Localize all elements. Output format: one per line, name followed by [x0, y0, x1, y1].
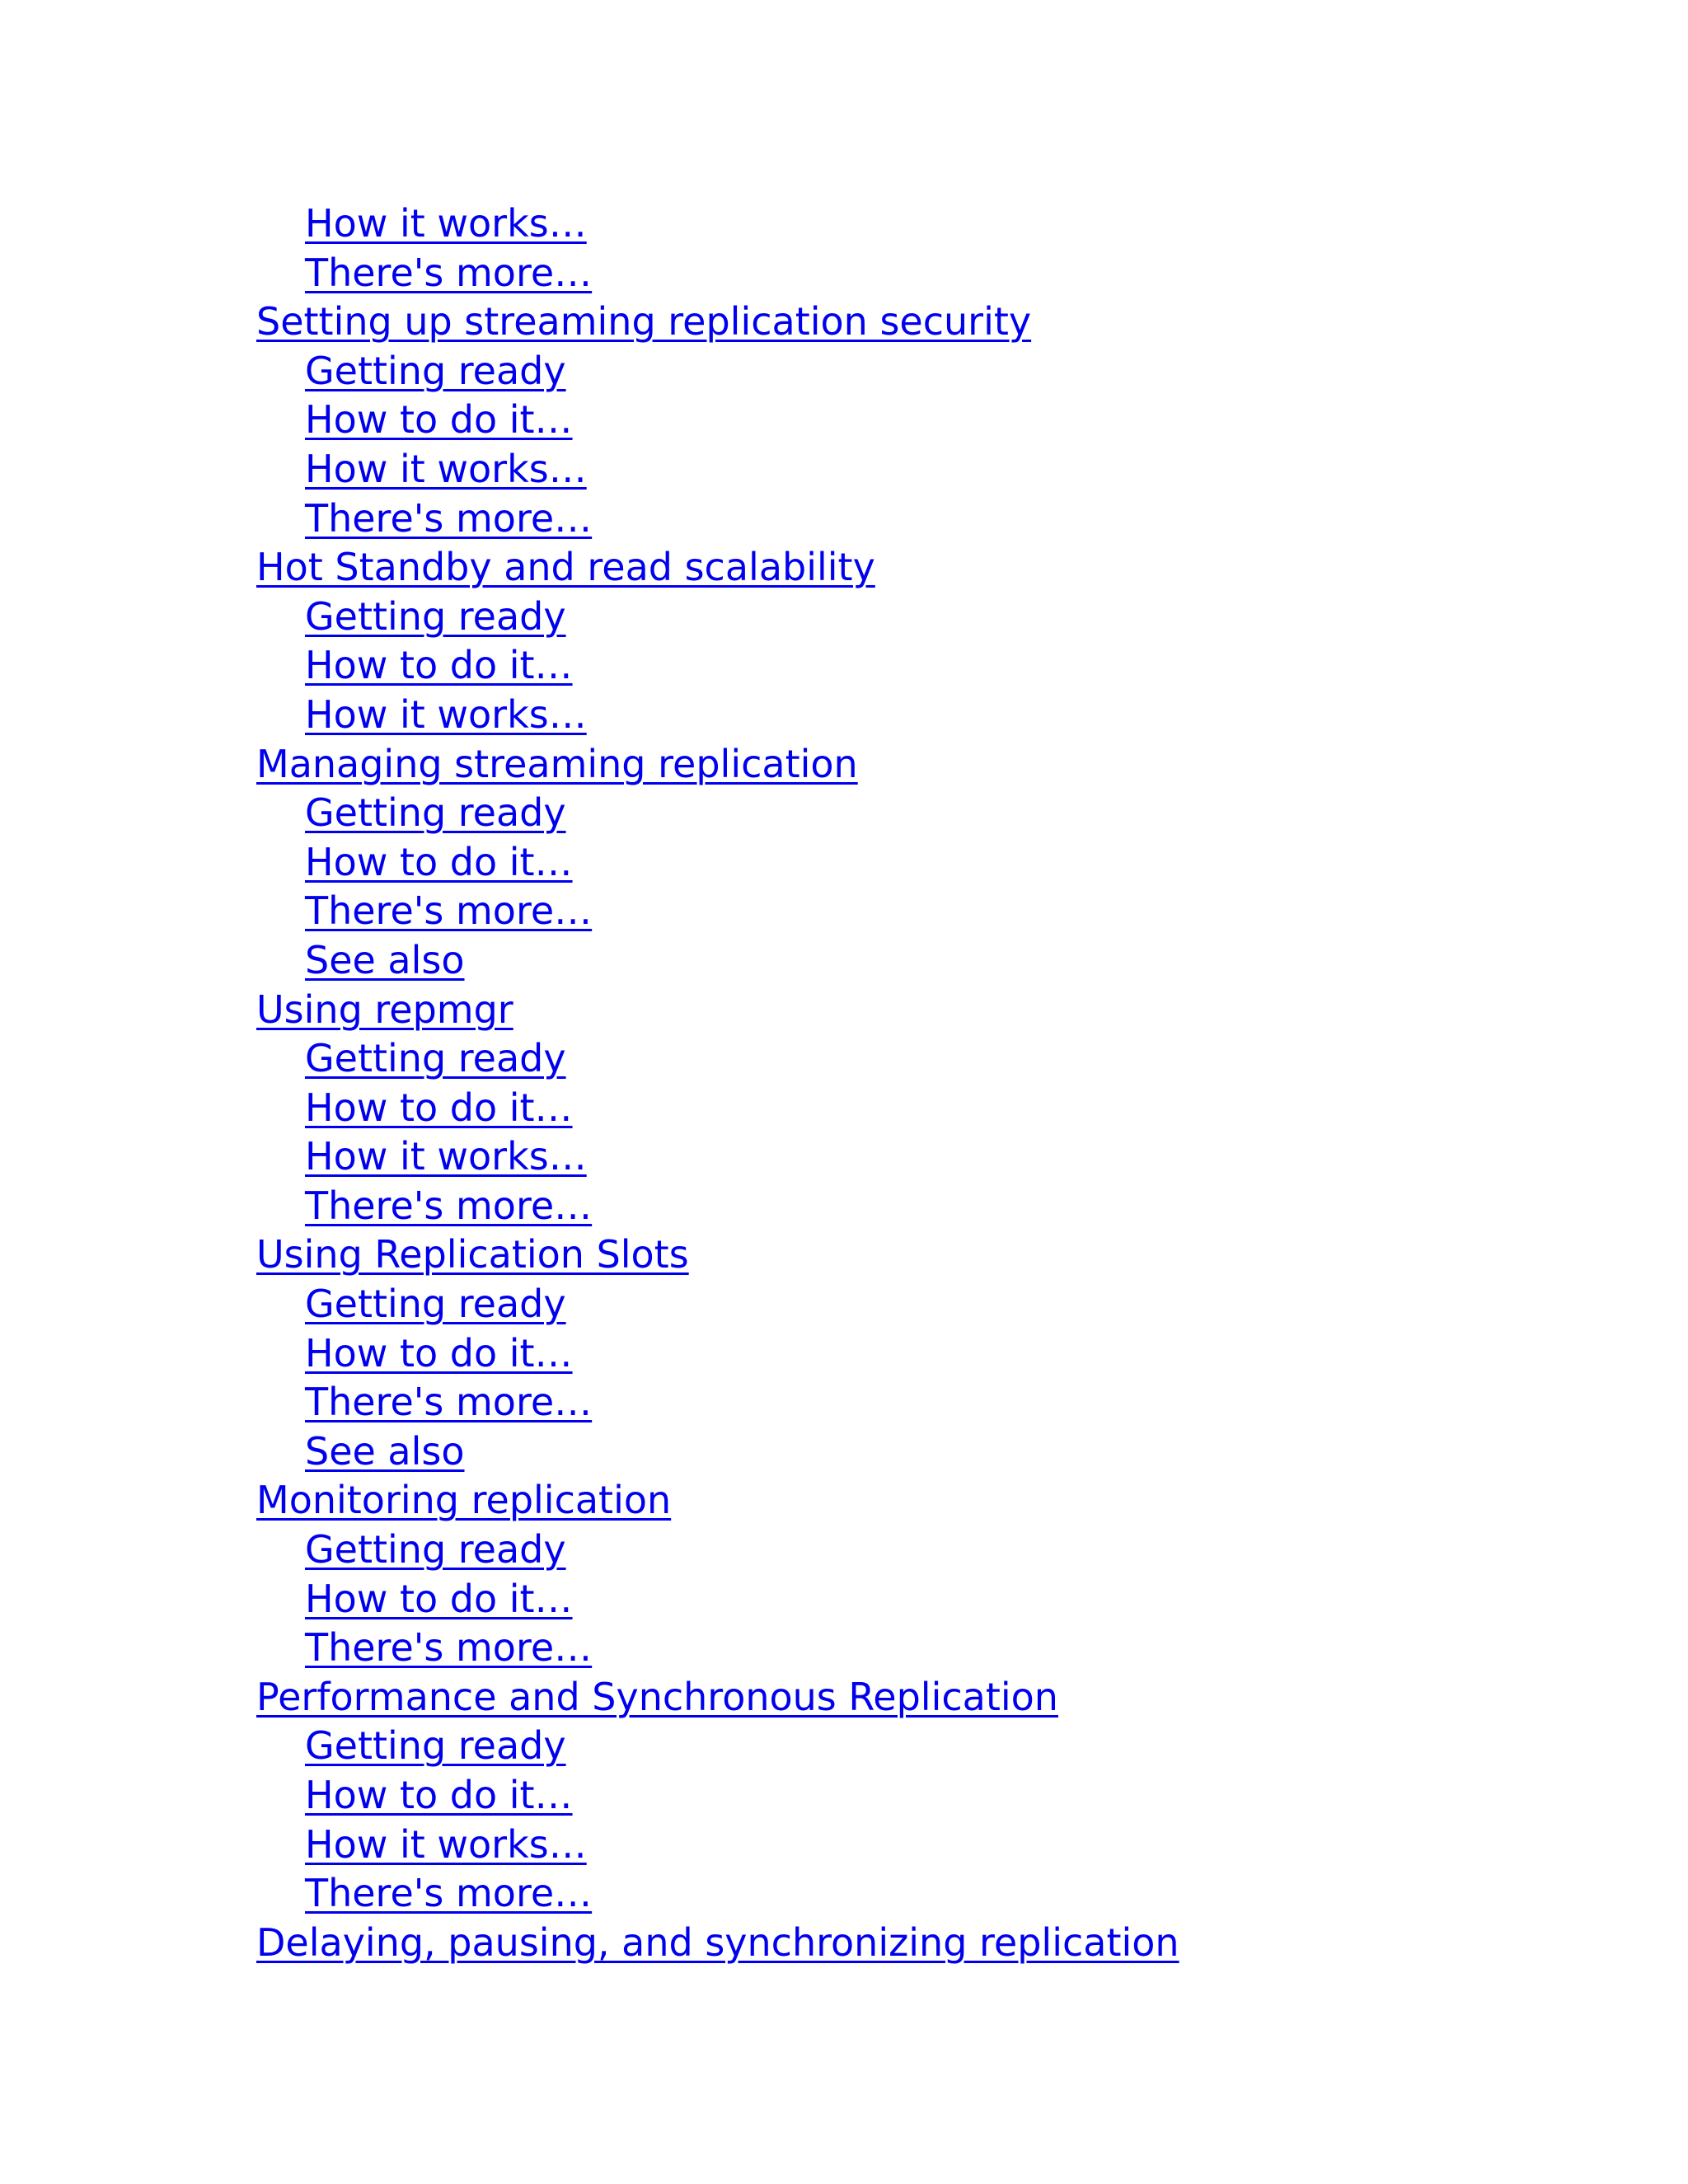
toc-subsection-link[interactable]: See also	[305, 937, 465, 982]
toc-subsection-link[interactable]: How to do it…	[305, 839, 573, 884]
toc-subsection-item	[256, 1427, 1179, 1477]
toc-subsection-link[interactable]: There's more…	[305, 1183, 593, 1228]
toc-subsection-link[interactable]: Getting ready	[305, 348, 566, 393]
toc-subsection-item	[256, 691, 1179, 740]
toc-subsection-link[interactable]: There's more…	[305, 888, 593, 934]
toc-subsection-link[interactable]: Getting ready	[305, 790, 566, 836]
toc-subsection-link[interactable]: Getting ready	[305, 1282, 566, 1327]
toc-subsection-link[interactable]: How it works…	[305, 1821, 587, 1867]
toc-section-item	[256, 1230, 1179, 1280]
toc-subsection-link[interactable]: See also	[305, 1428, 465, 1474]
toc-section-link[interactable]: Delaying, pausing, and synchronizing replication	[256, 1919, 1179, 1965]
toc-subsection-item	[256, 1575, 1179, 1624]
toc-subsection-item	[256, 1821, 1179, 1870]
toc-subsection-item	[256, 1624, 1179, 1673]
toc-subsection-link[interactable]: Getting ready	[305, 1036, 566, 1081]
toc-subsection-item	[256, 641, 1179, 691]
toc-subsection-link[interactable]: How to do it…	[305, 643, 573, 688]
toc-subsection-link[interactable]: How it works…	[305, 446, 587, 491]
toc-subsection-item	[256, 1132, 1179, 1182]
toc-subsection-item	[256, 347, 1179, 396]
toc-subsection-link[interactable]: There's more…	[305, 1625, 593, 1671]
toc-section-item	[256, 1919, 1179, 1968]
toc-subsection-link[interactable]: How it works…	[305, 1134, 587, 1179]
toc-subsection-link[interactable]: There's more…	[305, 250, 593, 295]
toc-subsection-item	[256, 887, 1179, 936]
toc-subsection-link[interactable]: How to do it…	[305, 397, 573, 443]
toc-section-item	[256, 740, 1179, 790]
toc-subsection-link[interactable]: There's more…	[305, 495, 593, 541]
table-of-contents	[256, 199, 1179, 1967]
toc-subsection-link[interactable]: How it works…	[305, 691, 587, 737]
toc-section-link[interactable]: Performance and Synchronous Replication	[256, 1674, 1058, 1719]
toc-subsection-item	[256, 1034, 1179, 1084]
toc-section-link[interactable]: Using repmgr	[256, 987, 513, 1032]
toc-section-link[interactable]: Monitoring replication	[256, 1478, 672, 1523]
toc-subsection-item	[256, 1869, 1179, 1919]
toc-subsection-link[interactable]: Getting ready	[305, 1527, 566, 1572]
toc-subsection-item	[256, 249, 1179, 298]
toc-subsection-item	[256, 593, 1179, 642]
toc-subsection-item	[256, 1526, 1179, 1575]
toc-subsection-link[interactable]: There's more…	[305, 1380, 593, 1425]
toc-section-item	[256, 986, 1179, 1035]
toc-section-link[interactable]: Managing streaming replication	[256, 741, 858, 786]
toc-subsection-item	[256, 494, 1179, 544]
toc-subsection-item	[256, 1182, 1179, 1231]
toc-subsection-link[interactable]: Getting ready	[305, 593, 566, 639]
toc-section-link[interactable]: Hot Standby and read scalability	[256, 545, 875, 590]
toc-subsection-link[interactable]: There's more…	[305, 1871, 593, 1916]
toc-subsection-item	[256, 199, 1179, 249]
toc-subsection-item	[256, 789, 1179, 838]
toc-subsection-link[interactable]: How to do it…	[305, 1085, 573, 1130]
toc-subsection-link[interactable]: How to do it…	[305, 1576, 573, 1621]
toc-section-link[interactable]: Setting up streaming replication security	[256, 299, 1032, 344]
toc-subsection-item	[256, 1280, 1179, 1329]
toc-subsection-item	[256, 1722, 1179, 1771]
toc-subsection-item	[256, 838, 1179, 888]
toc-subsection-link[interactable]: How to do it…	[305, 1330, 573, 1376]
toc-subsection-link[interactable]: Getting ready	[305, 1723, 566, 1769]
toc-subsection-item	[256, 396, 1179, 445]
toc-subsection-item	[256, 1771, 1179, 1821]
toc-subsection-link[interactable]: How to do it…	[305, 1773, 573, 1817]
toc-subsection-link[interactable]: How it works…	[305, 201, 587, 246]
toc-subsection-item	[256, 1084, 1179, 1133]
toc-subsection-item	[256, 1378, 1179, 1427]
toc-section-item	[256, 298, 1179, 347]
toc-subsection-item	[256, 1329, 1179, 1379]
toc-section-item	[256, 1476, 1179, 1526]
toc-subsection-item	[256, 936, 1179, 986]
toc-section-item	[256, 543, 1179, 593]
toc-section-link[interactable]: Using Replication Slots	[256, 1232, 689, 1277]
toc-section-item	[256, 1673, 1179, 1722]
toc-subsection-item	[256, 445, 1179, 494]
